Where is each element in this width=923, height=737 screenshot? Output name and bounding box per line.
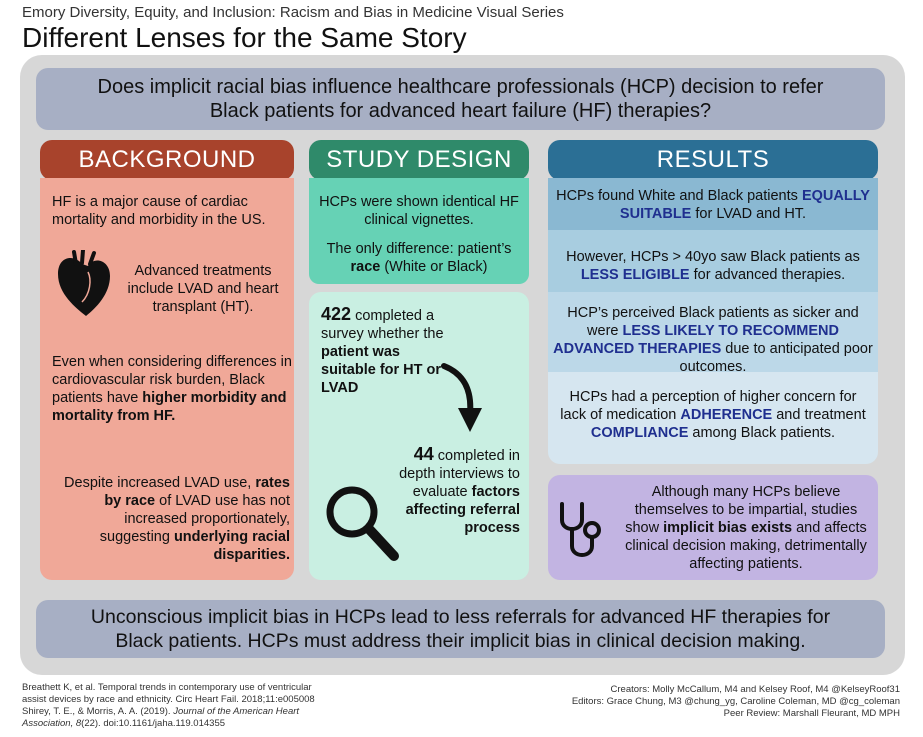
study-p2-text-b: (White or Black) <box>380 259 488 275</box>
reference-2 <box>22 706 322 730</box>
survey-text: completed a survey whether the <box>321 308 444 342</box>
result-text-1 <box>556 187 870 223</box>
credits <box>560 684 900 720</box>
background-p4-emphasis-a: rates by race <box>104 475 290 509</box>
survey-emphasis: patient was suitable for HT or LVAD <box>321 344 442 396</box>
result-text-3 <box>552 304 874 376</box>
interview-count: 44 <box>413 444 434 464</box>
result-2-text-b: for advanced therapies. <box>689 267 846 283</box>
background-paragraph-1: HF is a major cause of cardiac mortality and morbidity in the US. <box>52 194 266 228</box>
background-heading: BACKGROUND <box>40 140 294 180</box>
credits-creators: Creators: Molly McCallum, M4 and Kelsey Roof, M4 @KelseyRoof31 <box>610 684 900 695</box>
interview-emphasis: factors affecting referral process <box>405 484 520 536</box>
result-4-text-c: among Black patients. <box>688 425 836 441</box>
heart-icon <box>52 250 114 320</box>
study-p2-emphasis: race <box>350 259 381 275</box>
background-paragraph-2: Advanced treatments include LVAD and heart transplant (HT). <box>127 263 279 315</box>
conclusion-line-2: Black patients. HCPs must address their implicit bias in clinical decision making. <box>115 630 806 652</box>
research-question <box>36 68 885 130</box>
references <box>22 682 322 730</box>
survey-count: 422 <box>321 304 352 324</box>
question-line-1: Does implicit racial bias influence healthcare professionals (HCP) decision to refer <box>97 76 824 98</box>
result-4-highlight-a: ADHERENCE <box>680 407 773 423</box>
background-p4-emphasis-b: underlying racial disparities. <box>173 529 290 563</box>
credits-peer-review: Peer Review: Marshall Fleurant, MD MPH <box>723 708 900 719</box>
conclusion-line-1: Unconscious implicit bias in HCPs lead to less referrals for advanced HF therapies for <box>90 606 831 628</box>
result-5-text-b: and affects clinical decision making, detrimentally affecting patients. <box>625 520 867 572</box>
reference-1: Breathett K, et al. Temporal trends in contemporary use of ventricular assist devices by race and ethnicity. Circ Heart Fail. 2018;11:e005008 <box>22 682 315 705</box>
reference-2-authors: Shirey, T. E., & Morris, A. A. (2019). <box>22 706 174 717</box>
result-4-text-b: and treatment <box>772 407 866 423</box>
series-title: Emory Diversity, Equity, and Inclusion: Racism and Bias in Medicine Visual Series <box>22 4 564 21</box>
result-1-text-b: for LVAD and HT. <box>691 206 807 222</box>
result-text-4 <box>556 388 870 442</box>
result-2-highlight: LESS ELIGIBLE <box>580 267 690 283</box>
background-p4-text-a: Despite increased LVAD use, <box>64 475 256 491</box>
background-p4-text-b: of LVAD use has not increased proportionately, suggesting <box>99 493 290 545</box>
result-2-text-a: However, HCPs > 40yo saw Black patients as <box>566 249 860 265</box>
background-p3-text: Even when considering differences in cardiovascular risk burden, Black patients have <box>52 354 292 406</box>
page-title: Different Lenses for the Same Story <box>22 22 467 53</box>
result-3-highlight: LESS LIKELY TO RECOMMEND ADVANCED THERAPIES <box>553 323 839 357</box>
study-p2-text: The only difference: patient’s <box>326 241 512 257</box>
result-text-5 <box>620 483 872 573</box>
magnifying-glass-icon <box>322 482 402 564</box>
result-5-emphasis: implicit bias exists <box>663 520 793 536</box>
result-4-highlight-b: COMPLIANCE <box>590 425 689 441</box>
background-paragraph-3 <box>52 353 292 425</box>
result-1-text-a: HCPs found White and Black patients <box>556 188 802 204</box>
result-3-text-a: HCP’s perceived Black patients as sicker and were <box>567 305 859 339</box>
conclusion-banner <box>36 600 885 658</box>
result-text-2 <box>556 248 870 284</box>
interview-text: completed in depth interviews to evaluate <box>399 448 520 500</box>
stethoscope-icon <box>556 500 606 564</box>
result-1-highlight: EQUALLY SUITABLE <box>619 188 870 222</box>
reference-2-journal: Journal of the American Heart Association, 8 <box>22 706 300 729</box>
background-paragraph-4 <box>52 474 290 564</box>
result-4-text-a: HCPs had a perception of higher concern for lack of medication <box>560 389 857 423</box>
study-design-heading: STUDY DESIGN <box>309 140 529 180</box>
reference-2-doi: (22). doi:10.1161/jaha.119.014355 <box>81 718 226 729</box>
result-5-text-a: Although many HCPs believe themselves to be impartial, studies show <box>625 484 858 536</box>
question-line-2: Black patients for advanced heart failure (HF) therapies? <box>209 100 712 122</box>
study-design-paragraph-2 <box>315 240 523 276</box>
curved-arrow-icon <box>438 362 488 434</box>
credits-editors: Editors: Grace Chung, M3 @chung_yg, Caroline Coleman, MD @cg_coleman <box>571 696 900 707</box>
result-3-text-b: due to anticipated poor outcomes. <box>679 341 873 375</box>
background-p3-emphasis: higher morbidity and mortality from HF. <box>52 390 287 424</box>
results-heading: RESULTS <box>548 140 878 180</box>
study-design-paragraph-1: HCPs were shown identical HF clinical vignettes. <box>319 194 519 228</box>
study-design-survey <box>321 305 446 397</box>
